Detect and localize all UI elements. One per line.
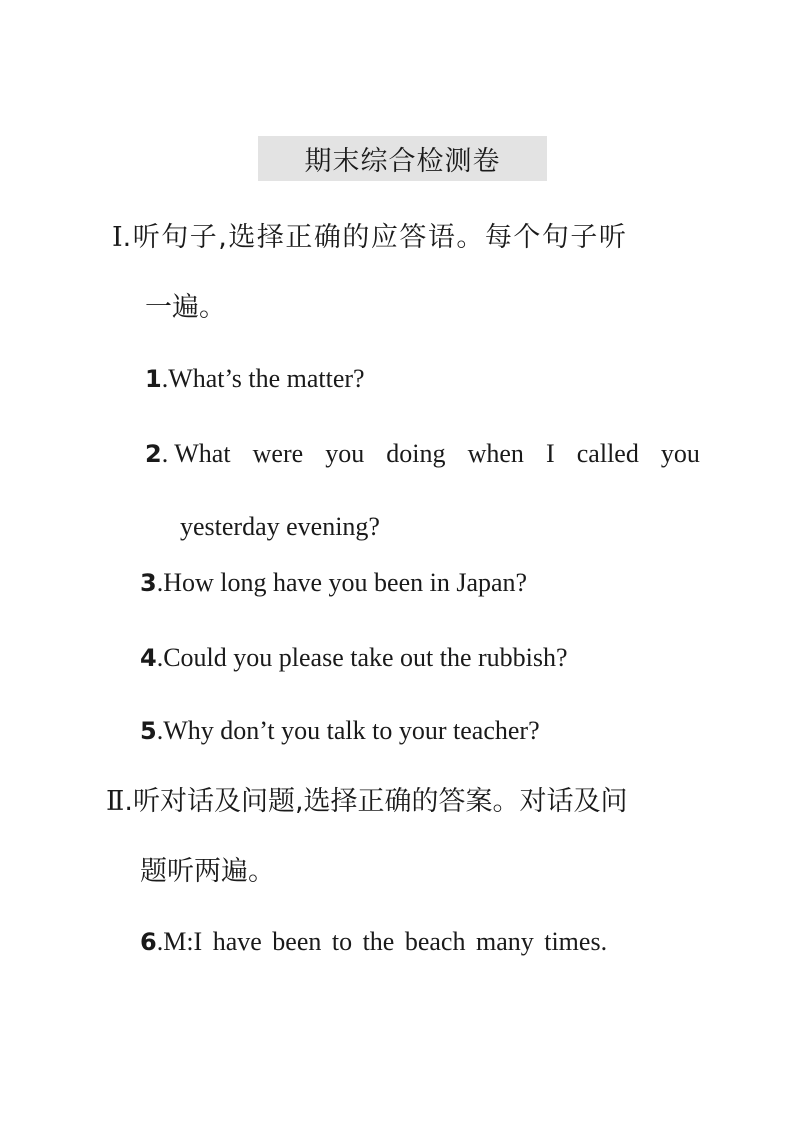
question-word: you (660, 439, 700, 468)
section-2-instruction-cont: 题听两遍。 (140, 856, 275, 887)
question-2-cont: yesterday evening? (180, 512, 380, 541)
question-word: I (546, 439, 555, 468)
question-5 (140, 718, 540, 744)
section-1-instruction-cont: 一遍。 (145, 292, 226, 323)
section-1-instruction: .听句子,选择正确的应答语。每个句子听 (122, 222, 628, 253)
question-1 (145, 366, 365, 392)
question-text: .M:I have been to the beach many times. (156, 927, 608, 956)
question-word: were (252, 439, 304, 468)
question-number: 3 (140, 569, 157, 597)
question-word: doing (386, 439, 446, 468)
question-number: 5 (140, 717, 157, 745)
question-number: 2 (145, 440, 162, 468)
question-4 (140, 645, 568, 671)
page-title: 期末综合检测卷 (258, 136, 547, 181)
question-word: when (467, 439, 524, 468)
question-word: . What (161, 439, 231, 468)
question-word: called (576, 439, 639, 468)
section-1-heading (112, 224, 627, 251)
section-2-heading (106, 788, 628, 815)
question-word: you (325, 439, 365, 468)
question-number: 4 (140, 644, 157, 672)
question-number: 6 (140, 928, 157, 956)
question-text: .What’s the matter? (161, 364, 365, 393)
question-text: .Could you please take out the rubbish? (156, 643, 568, 672)
section-2-instruction: .听对话及问题,选择正确的答案。对话及问 (124, 786, 628, 817)
question-6 (140, 929, 607, 955)
section-1-numeral: Ⅰ (112, 222, 123, 253)
question-number: 1 (145, 365, 162, 393)
question-2 (145, 441, 700, 467)
question-text: .Why don’t you talk to your teacher? (156, 716, 540, 745)
question-3 (140, 570, 527, 596)
section-2-numeral: Ⅱ (106, 786, 125, 817)
question-text: .How long have you been in Japan? (156, 568, 528, 597)
